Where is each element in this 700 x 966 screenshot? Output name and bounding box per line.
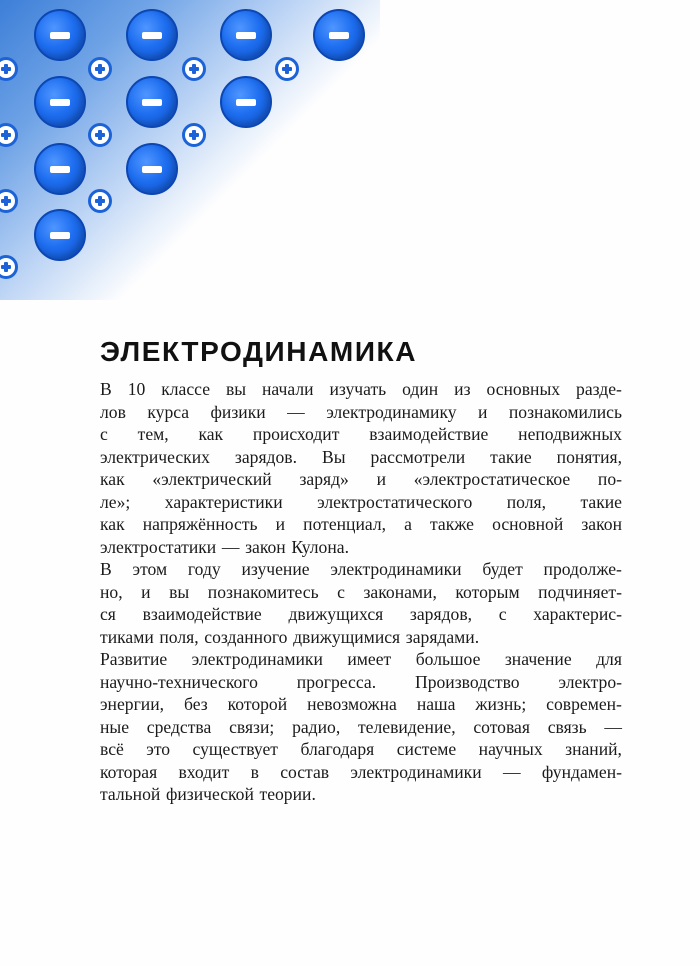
text-word: системе [396, 739, 457, 759]
text-word: фундамен- [541, 761, 622, 782]
text-word: Вы [322, 446, 346, 467]
text-word: напряжённость [142, 514, 258, 534]
text-line [100, 491, 622, 514]
negative-charge-icon [313, 9, 365, 61]
text-line [100, 693, 622, 716]
text-word: с [100, 424, 108, 444]
text-line [100, 558, 622, 581]
text-word: жизнь; [475, 694, 527, 714]
text-word: поля, [506, 491, 547, 512]
text-word: значение [504, 649, 572, 669]
text-word: изучать [329, 379, 387, 399]
text-word: закон [581, 514, 622, 534]
text-word: движущимися [293, 626, 401, 647]
text-word: имеет [347, 649, 392, 669]
negative-charge-icon [126, 143, 178, 195]
text-word: — [221, 536, 240, 557]
text-word: будет [482, 559, 523, 579]
text-line [100, 536, 622, 559]
text-word: ле»; [100, 491, 131, 512]
text-word: научно-технического [100, 671, 258, 692]
text-word: познакомились [508, 401, 622, 422]
text-line [100, 738, 622, 761]
text-line [100, 671, 622, 694]
text-word: для [596, 649, 622, 669]
negative-charge-icon [34, 143, 86, 195]
text-word: телевидение, [357, 716, 456, 737]
text-word: рассмотрели [370, 446, 466, 467]
chapter-title: ЭЛЕКТРОДИНАМИКА [100, 336, 418, 367]
text-word: ся [100, 604, 116, 624]
text-line [100, 761, 622, 784]
text-line [100, 626, 622, 649]
positive-charge-icon [182, 123, 206, 147]
text-word: научных [478, 739, 543, 759]
text-word: и [478, 401, 488, 422]
text-word: в [250, 761, 259, 782]
text-word: электро- [558, 671, 622, 692]
text-line [100, 468, 622, 491]
text-word: с [337, 581, 345, 602]
text-word: взаимодействие [142, 604, 262, 624]
text-word: В [100, 559, 112, 579]
text-line [100, 648, 622, 671]
text-word: потенциал, [303, 514, 387, 534]
text-word: Развитие [100, 649, 168, 669]
negative-charge-icon [220, 9, 272, 61]
text-line [100, 423, 622, 446]
text-word: — [502, 761, 521, 782]
text-word: законами, [363, 581, 437, 602]
positive-charge-icon [88, 57, 112, 81]
positive-charge-icon [88, 123, 112, 147]
text-word: электростатики [100, 536, 217, 557]
text-word: невозможна [307, 694, 397, 714]
text-word: состав [280, 761, 330, 782]
text-word: — [287, 401, 305, 422]
text-word: электростатического [317, 491, 473, 512]
text-word: зарядов, [409, 604, 473, 624]
text-word: с [498, 604, 507, 624]
text-word: прогресса. [296, 671, 377, 692]
text-line [100, 401, 622, 424]
text-word: познакомитесь [207, 581, 319, 602]
text-word: теории. [259, 784, 316, 804]
text-word: подчиняет- [538, 581, 622, 602]
text-word: характеристики [164, 491, 283, 512]
text-word: физической [165, 784, 254, 804]
chapter-intro-text [100, 378, 622, 806]
text-word: физики [210, 401, 266, 422]
text-word: благодаря [300, 739, 375, 759]
text-word: как [100, 514, 125, 534]
text-word: начали [262, 379, 314, 399]
text-word: такие [580, 491, 622, 512]
text-line [100, 716, 622, 739]
text-word: лов [100, 401, 126, 422]
text-word: большое [415, 649, 481, 669]
text-word: электродинамики [191, 649, 323, 669]
text-word: и [141, 581, 151, 602]
text-word: «электростатическое [413, 469, 571, 489]
text-word: такие [490, 446, 532, 467]
text-word: вы [225, 379, 247, 399]
text-word: и [275, 514, 286, 534]
negative-charge-icon [220, 76, 272, 128]
text-word: неподвижных [518, 424, 622, 444]
text-word: энергии, [100, 694, 165, 714]
text-word: характерис- [533, 604, 622, 624]
negative-charge-icon [126, 76, 178, 128]
text-word: 10 [127, 379, 146, 399]
text-word: ные [100, 716, 130, 737]
text-word: как [100, 469, 125, 489]
text-word: — [604, 716, 622, 737]
text-word: В [100, 379, 112, 399]
negative-charge-icon [34, 9, 86, 61]
text-line [100, 783, 622, 806]
text-word: которая [100, 761, 158, 782]
positive-charge-icon [88, 189, 112, 213]
text-word: этом [132, 559, 168, 579]
text-word: один [402, 379, 439, 399]
text-line [100, 581, 622, 604]
text-line [100, 513, 622, 536]
text-word: тиками [100, 626, 154, 647]
positive-charge-icon [275, 57, 299, 81]
text-word: классе [161, 379, 210, 399]
text-word: «электрический [152, 469, 272, 489]
text-word: зарядами. [405, 626, 480, 647]
text-word: знаний, [565, 739, 622, 759]
text-word: зарядов. [234, 446, 298, 467]
text-word: по- [597, 469, 622, 489]
text-word: поля, [159, 626, 199, 647]
positive-charge-icon [182, 57, 206, 81]
text-word: году [187, 559, 221, 579]
negative-charge-icon [126, 9, 178, 61]
text-word: заряд» [299, 469, 349, 489]
negative-charge-icon [34, 76, 86, 128]
text-word: взаимодействие [369, 424, 489, 444]
text-word: закон [245, 536, 286, 557]
text-word: электродинамики [330, 559, 462, 579]
text-word: а [404, 514, 412, 534]
text-word: Производство [415, 671, 520, 692]
text-word: происходит [252, 424, 340, 444]
text-line [100, 603, 622, 626]
text-word: которым [455, 581, 520, 602]
text-word: движущихся [288, 604, 384, 624]
text-word: тем, [137, 424, 169, 444]
text-word: созданного [204, 626, 288, 647]
text-line [100, 446, 622, 469]
text-word: но, [100, 581, 123, 602]
text-word: существует [192, 739, 278, 759]
text-word: основной [492, 514, 564, 534]
text-word: из [454, 379, 471, 399]
text-word: радио, [292, 716, 341, 737]
text-word: связь [547, 716, 587, 737]
text-word: понятия, [556, 446, 622, 467]
text-word: вы [169, 581, 190, 602]
text-word: курса [147, 401, 190, 422]
text-word: изучение [241, 559, 310, 579]
text-word: сотовая [473, 716, 530, 737]
text-word: которой [227, 694, 288, 714]
text-line [100, 378, 622, 401]
text-word: также [430, 514, 474, 534]
text-word: средства [146, 716, 212, 737]
text-word: основных [486, 379, 561, 399]
negative-charge-icon [34, 209, 86, 261]
text-word: и [376, 469, 387, 489]
text-word: наша [416, 694, 456, 714]
text-word: Кулона. [291, 536, 349, 557]
text-word: это [146, 739, 171, 759]
text-word: продолже- [543, 559, 622, 579]
text-word: тальной [100, 784, 161, 804]
text-word: электрических [100, 446, 210, 467]
text-word: входит [178, 761, 230, 782]
text-word: без [183, 694, 208, 714]
text-word: как [198, 424, 224, 444]
text-word: всё [100, 739, 124, 759]
text-word: связи; [229, 716, 275, 737]
text-word: современ- [546, 694, 622, 714]
text-word: электродинамику [326, 401, 457, 422]
text-word: электродинамики [350, 761, 482, 782]
text-word: разде- [576, 379, 622, 399]
